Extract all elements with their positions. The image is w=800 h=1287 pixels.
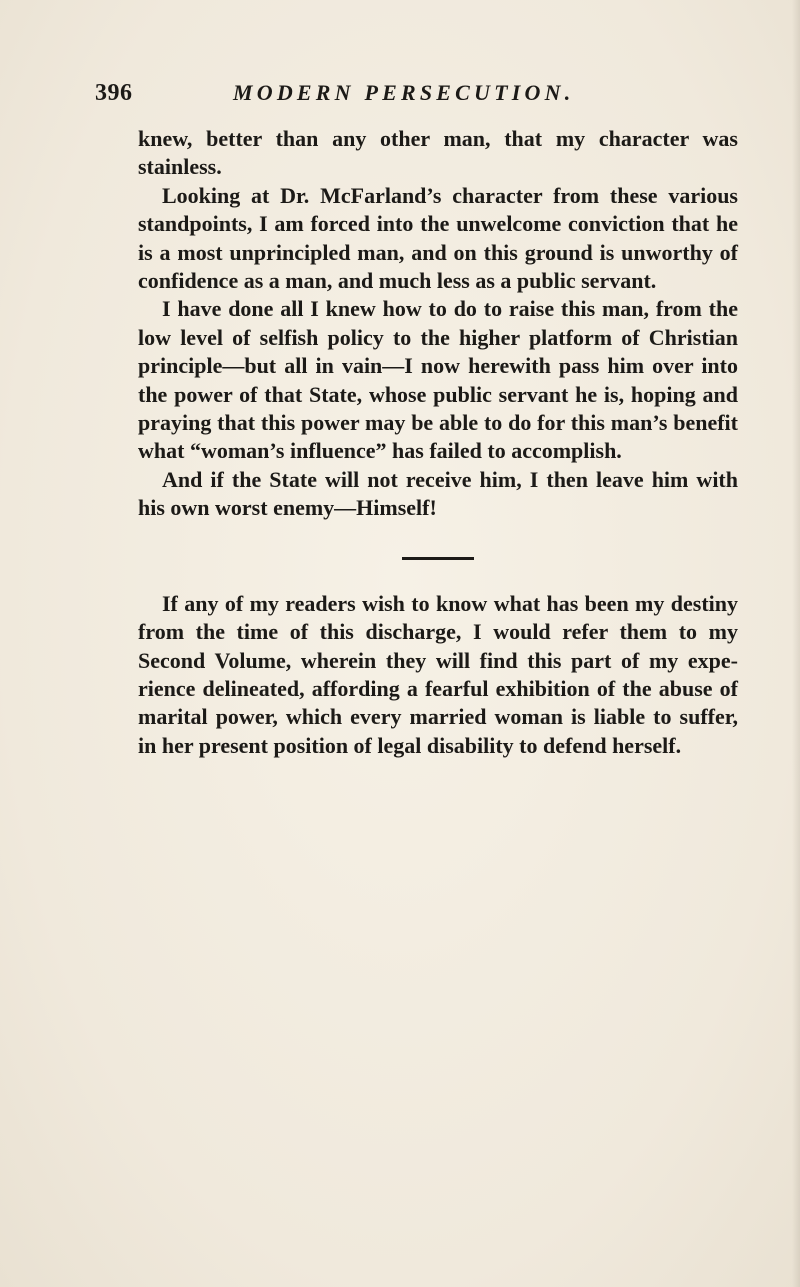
body-text <box>138 125 738 760</box>
paragraph: I have done all I knew how to do to raise this man, from the low level of selfish policy to the higher platform of Christian principle—but all in vain—I now herewith pass him over into the power of that State, whose public servant he is, hoping and praying that this power may be able to do for this man’s benefit what “woman’s influence” has failed to accomplish. <box>138 296 738 464</box>
paragraph: If any of my readers wish to know what has been my destiny from the time of this discharge, I would refer them to my Second Volume, wherein they will find this part of my experience delineated, affording a fearful exhibition of the abuse of marital power, which every married woman is liable to suffer, in her present position of legal disability to defend herself. <box>138 590 738 758</box>
page-number: 396 <box>95 80 133 106</box>
section-separator-rule <box>402 557 474 560</box>
paragraph: Looking at Dr. McFarland’s character from these various standpoints, I am forced into the unwelcome conviction that he is a most unprincipled man, and on this ground is unworthy of confidence as a man, and much less as a public servant. <box>138 182 738 294</box>
page-edge-shadow <box>792 0 800 1287</box>
paragraph-continuation: knew, better than any other man, that my character was stainless. <box>138 126 738 180</box>
paragraph: And if the State will not receive him, I then leave him with his own worst enemy—Himself! <box>138 466 738 521</box>
page-header <box>95 80 735 120</box>
running-head: MODERN PERSECUTION. <box>233 80 575 105</box>
